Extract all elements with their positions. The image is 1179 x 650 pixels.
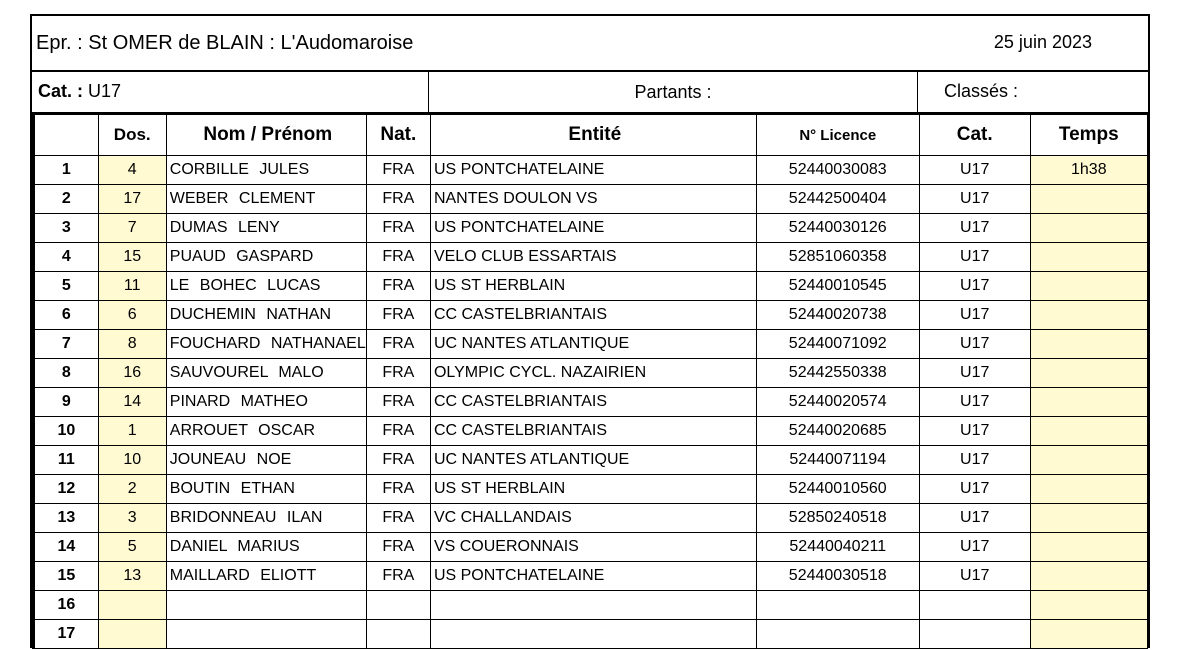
table-row xyxy=(34,504,1148,533)
col-name-header: Nom / Prénom xyxy=(166,115,366,156)
cell-nat: FRA xyxy=(366,359,430,388)
table-header-row xyxy=(34,115,1148,156)
cell-temps: 1h38 xyxy=(1030,156,1147,185)
cell-temps xyxy=(1030,301,1147,330)
cell-entite: VELO CLUB ESSARTAIS xyxy=(430,243,756,272)
cell-temps xyxy=(1030,446,1147,475)
col-rank-header xyxy=(34,115,99,156)
category-header xyxy=(32,72,1148,114)
cell-nat: FRA xyxy=(366,301,430,330)
cell-licence: 52442550338 xyxy=(756,359,919,388)
cell-temps xyxy=(1030,330,1147,359)
cell-dos: 11 xyxy=(98,272,166,301)
table-row xyxy=(34,417,1148,446)
cell-temps xyxy=(1030,562,1147,591)
cell-cat xyxy=(919,591,1030,620)
cell-cat: U17 xyxy=(919,359,1030,388)
cell-licence: 52442500404 xyxy=(756,185,919,214)
cell-dos: 1 xyxy=(98,417,166,446)
cell-cat: U17 xyxy=(919,214,1030,243)
cell-rank: 8 xyxy=(34,359,99,388)
cell-licence: 52851060358 xyxy=(756,243,919,272)
cell-cat: U17 xyxy=(919,156,1030,185)
table-row xyxy=(34,272,1148,301)
cell-nat: FRA xyxy=(366,214,430,243)
cell-nat: FRA xyxy=(366,417,430,446)
col-nat-header: Nat. xyxy=(366,115,430,156)
table-row xyxy=(34,562,1148,591)
cell-rank: 15 xyxy=(34,562,99,591)
cell-temps xyxy=(1030,388,1147,417)
cell-rank: 7 xyxy=(34,330,99,359)
cell-entite: NANTES DOULON VS xyxy=(430,185,756,214)
cell-rank: 1 xyxy=(34,156,99,185)
cell-nat xyxy=(366,591,430,620)
cell-entite: UC NANTES ATLANTIQUE xyxy=(430,330,756,359)
cell-entite: US PONTCHATELAINE xyxy=(430,214,756,243)
table-row xyxy=(34,475,1148,504)
cell-nat: FRA xyxy=(366,185,430,214)
cell-temps xyxy=(1030,620,1147,649)
table-row xyxy=(34,330,1148,359)
cell-name: DUMAS LENY xyxy=(166,214,366,243)
cell-temps xyxy=(1030,359,1147,388)
cell-dos: 17 xyxy=(98,185,166,214)
table-row xyxy=(34,359,1148,388)
cell-rank: 13 xyxy=(34,504,99,533)
cell-licence xyxy=(756,620,919,649)
cell-licence: 52850240518 xyxy=(756,504,919,533)
cell-cat: U17 xyxy=(919,243,1030,272)
cell-nat: FRA xyxy=(366,388,430,417)
table-row xyxy=(34,388,1148,417)
cell-cat: U17 xyxy=(919,301,1030,330)
cell-entite xyxy=(430,620,756,649)
table-row xyxy=(34,591,1148,620)
cell-name: PINARD MATHEO xyxy=(166,388,366,417)
cell-name xyxy=(166,620,366,649)
cell-licence xyxy=(756,591,919,620)
cell-cat: U17 xyxy=(919,185,1030,214)
cell-rank: 14 xyxy=(34,533,99,562)
cell-entite: US ST HERBLAIN xyxy=(430,475,756,504)
table-row xyxy=(34,243,1148,272)
cell-rank: 11 xyxy=(34,446,99,475)
event-date: 25 juin 2023 xyxy=(993,32,1092,52)
cell-cat: U17 xyxy=(919,330,1030,359)
cell-entite: US ST HERBLAIN xyxy=(430,272,756,301)
cell-entite: VC CHALLANDAIS xyxy=(430,504,756,533)
cell-licence: 52440030518 xyxy=(756,562,919,591)
cell-entite: CC CASTELBRIANTAIS xyxy=(430,388,756,417)
cell-cat: U17 xyxy=(919,475,1030,504)
classes-label: Classés : xyxy=(944,81,1019,101)
col-dos-header: Dos. xyxy=(98,115,166,156)
col-cat-header: Cat. xyxy=(919,115,1030,156)
cell-entite: US PONTCHATELAINE xyxy=(430,562,756,591)
cell-cat: U17 xyxy=(919,562,1030,591)
cell-temps xyxy=(1030,243,1147,272)
cell-name: MAILLARD ELIOTT xyxy=(166,562,366,591)
cell-dos: 14 xyxy=(98,388,166,417)
category-label: Cat. : xyxy=(38,81,83,101)
cell-nat: FRA xyxy=(366,504,430,533)
cell-cat: U17 xyxy=(919,533,1030,562)
cell-rank: 17 xyxy=(34,620,99,649)
cell-name: BOUTIN ETHAN xyxy=(166,475,366,504)
cell-temps xyxy=(1030,272,1147,301)
cell-licence: 52440010560 xyxy=(756,475,919,504)
cell-dos: 6 xyxy=(98,301,166,330)
cell-name: DUCHEMIN NATHAN xyxy=(166,301,366,330)
cell-temps xyxy=(1030,533,1147,562)
cell-licence: 52440020574 xyxy=(756,388,919,417)
cell-rank: 9 xyxy=(34,388,99,417)
cell-dos: 5 xyxy=(98,533,166,562)
cell-name: ARROUET OSCAR xyxy=(166,417,366,446)
cell-rank: 4 xyxy=(34,243,99,272)
cell-licence: 52440020685 xyxy=(756,417,919,446)
table-row xyxy=(34,533,1148,562)
col-temps-header: Temps xyxy=(1030,115,1147,156)
col-entite-header: Entité xyxy=(430,115,756,156)
cell-name: BRIDONNEAU ILAN xyxy=(166,504,366,533)
cell-entite: UC NANTES ATLANTIQUE xyxy=(430,446,756,475)
results-body xyxy=(34,156,1148,649)
event-header xyxy=(32,16,1148,72)
cell-dos: 3 xyxy=(98,504,166,533)
cell-cat: U17 xyxy=(919,417,1030,446)
cell-name: PUAUD GASPARD xyxy=(166,243,366,272)
cell-nat: FRA xyxy=(366,156,430,185)
cell-name: JOUNEAU NOE xyxy=(166,446,366,475)
cell-rank: 6 xyxy=(34,301,99,330)
col-licence-header: N° Licence xyxy=(756,115,919,156)
partants-label: Partants : xyxy=(428,72,918,112)
cell-licence: 52440071194 xyxy=(756,446,919,475)
cell-nat: FRA xyxy=(366,330,430,359)
cell-dos: 16 xyxy=(98,359,166,388)
cell-temps xyxy=(1030,504,1147,533)
event-title: Epr. : St OMER de BLAIN : L'Audomaroise xyxy=(36,32,414,54)
cell-nat: FRA xyxy=(366,562,430,591)
cell-nat: FRA xyxy=(366,533,430,562)
cell-entite: US PONTCHATELAINE xyxy=(430,156,756,185)
cell-dos xyxy=(98,591,166,620)
cell-licence: 52440040211 xyxy=(756,533,919,562)
cell-name: FOUCHARD NATHANAEL xyxy=(166,330,366,359)
cell-rank: 16 xyxy=(34,591,99,620)
table-row xyxy=(34,156,1148,185)
category-info xyxy=(38,81,121,102)
cell-dos: 8 xyxy=(98,330,166,359)
cell-temps xyxy=(1030,185,1147,214)
cell-dos: 13 xyxy=(98,562,166,591)
cell-cat xyxy=(919,620,1030,649)
cell-cat: U17 xyxy=(919,272,1030,301)
cell-nat: FRA xyxy=(366,446,430,475)
cell-licence: 52440010545 xyxy=(756,272,919,301)
cell-dos: 10 xyxy=(98,446,166,475)
results-sheet xyxy=(30,14,1150,648)
cell-temps xyxy=(1030,417,1147,446)
cell-dos: 2 xyxy=(98,475,166,504)
table-row xyxy=(34,185,1148,214)
cell-rank: 5 xyxy=(34,272,99,301)
cell-licence: 52440030083 xyxy=(756,156,919,185)
table-row xyxy=(34,301,1148,330)
cell-rank: 10 xyxy=(34,417,99,446)
table-row xyxy=(34,620,1148,649)
cell-entite: VS COUERONNAIS xyxy=(430,533,756,562)
cell-rank: 12 xyxy=(34,475,99,504)
cell-rank: 2 xyxy=(34,185,99,214)
cell-entite: CC CASTELBRIANTAIS xyxy=(430,417,756,446)
cell-dos xyxy=(98,620,166,649)
cell-name: CORBILLE JULES xyxy=(166,156,366,185)
cell-dos: 15 xyxy=(98,243,166,272)
cell-nat: FRA xyxy=(366,475,430,504)
cell-licence: 52440071092 xyxy=(756,330,919,359)
cell-nat: FRA xyxy=(366,272,430,301)
cell-name: WEBER CLEMENT xyxy=(166,185,366,214)
cell-dos: 4 xyxy=(98,156,166,185)
cell-cat: U17 xyxy=(919,446,1030,475)
cell-rank: 3 xyxy=(34,214,99,243)
cell-cat: U17 xyxy=(919,504,1030,533)
table-row xyxy=(34,446,1148,475)
cell-name: LE BOHEC LUCAS xyxy=(166,272,366,301)
cell-dos: 7 xyxy=(98,214,166,243)
results-table xyxy=(32,114,1148,649)
category-value: U17 xyxy=(88,81,122,101)
cell-licence: 52440030126 xyxy=(756,214,919,243)
cell-name: DANIEL MARIUS xyxy=(166,533,366,562)
cell-licence: 52440020738 xyxy=(756,301,919,330)
cell-cat: U17 xyxy=(919,388,1030,417)
cell-temps xyxy=(1030,591,1147,620)
cell-temps xyxy=(1030,475,1147,504)
cell-temps xyxy=(1030,214,1147,243)
cell-name xyxy=(166,591,366,620)
cell-nat: FRA xyxy=(366,243,430,272)
cell-entite xyxy=(430,591,756,620)
cell-nat xyxy=(366,620,430,649)
cell-name: SAUVOUREL MALO xyxy=(166,359,366,388)
cell-entite: OLYMPIC CYCL. NAZAIRIEN xyxy=(430,359,756,388)
cell-entite: CC CASTELBRIANTAIS xyxy=(430,301,756,330)
table-row xyxy=(34,214,1148,243)
